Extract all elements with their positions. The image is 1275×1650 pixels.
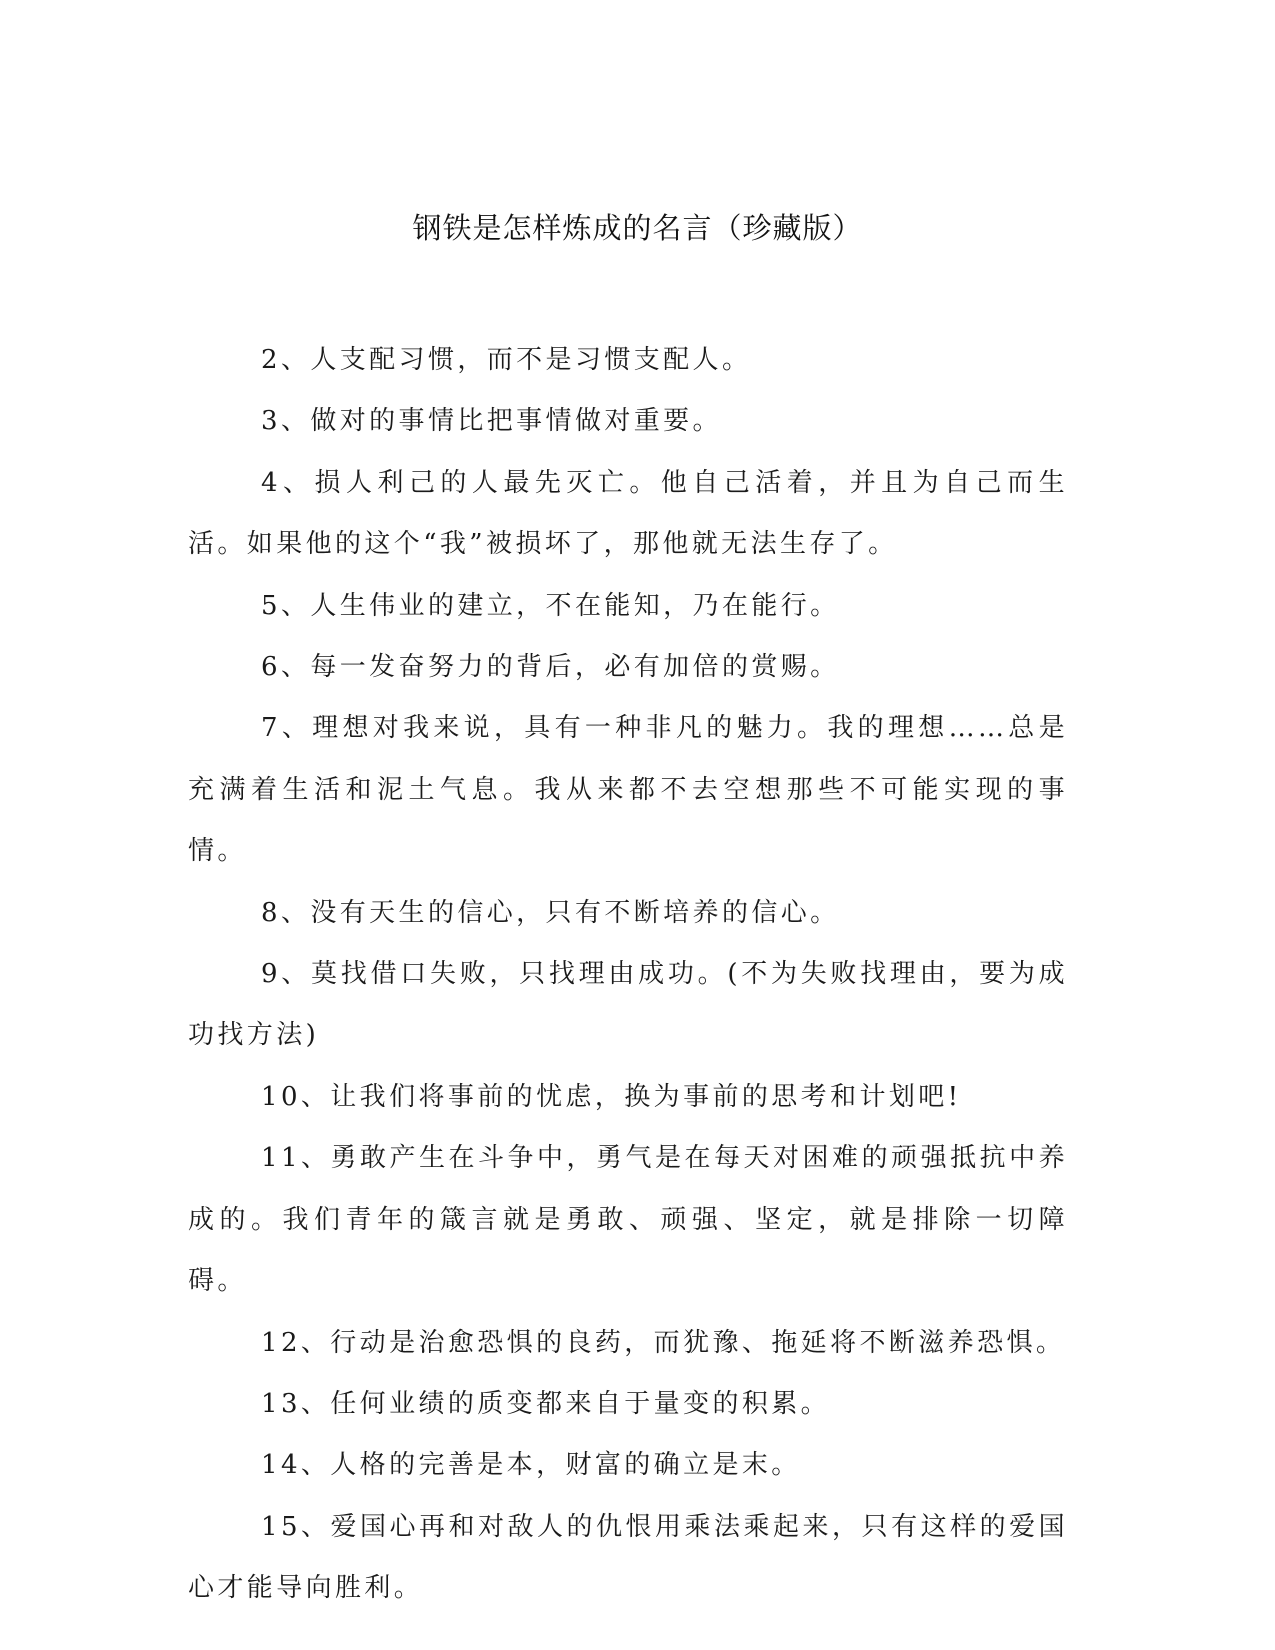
quote-paragraph-11: 11、勇敢产生在斗争中，勇气是在每天对困难的顽强抵抗中养成的。我们青年的箴言就是勇敢、顽强、坚定，就是排除一切障碍。 <box>188 1143 1068 1297</box>
quote-paragraph-13: 13、任何业绩的质变都来自于量变的积累。 <box>261 1388 831 1419</box>
quote-paragraph-8: 8、没有天生的信心，只有不断培养的信心。 <box>261 897 840 928</box>
quote-paragraph-4: 4、损人利己的人最先灭亡。他自己活着，并且为自己而生活。如果他的这个“我”被损坏了，那他就无法生存了。 <box>188 467 1068 560</box>
quote-paragraph-9: 9、莫找借口失败，只找理由成功。(不为失败找理由，要为成功找方法) <box>188 959 1068 1051</box>
document-body <box>188 330 1068 1620</box>
quote-paragraph-12: 12、行动是治愈恐惧的良药，而犹豫、拖延将不断滋养恐惧。 <box>261 1327 1066 1358</box>
quote-paragraph-10: 10、让我们将事前的忧虑，换为事前的思考和计划吧! <box>261 1081 962 1112</box>
quote-paragraph-3: 3、做对的事情比把事情做对重要。 <box>261 406 722 437</box>
quote-paragraph-15: 15、爱国心再和对敌人的仇恨用乘法乘起来，只有这样的爱国心才能导向胜利。 <box>188 1511 1068 1604</box>
quote-paragraph-7: 7、理想对我来说，具有一种非凡的魅力。我的理想……总是充满着生活和泥土气息。我从来都不去空想那些不可能实现的事情。 <box>188 713 1068 867</box>
document-title: 钢铁是怎样炼成的名言（珍藏版） <box>412 211 863 245</box>
quote-paragraph-14: 14、人格的完善是本，财富的确立是末。 <box>261 1450 801 1481</box>
quote-paragraph-5: 5、人生伟业的建立，不在能知，乃在能行。 <box>261 590 840 621</box>
quote-paragraph-2: 2、人支配习惯，而不是习惯支配人。 <box>261 345 752 375</box>
quote-paragraph-6: 6、每一发奋努力的背后，必有加倍的赏赐。 <box>261 652 840 683</box>
